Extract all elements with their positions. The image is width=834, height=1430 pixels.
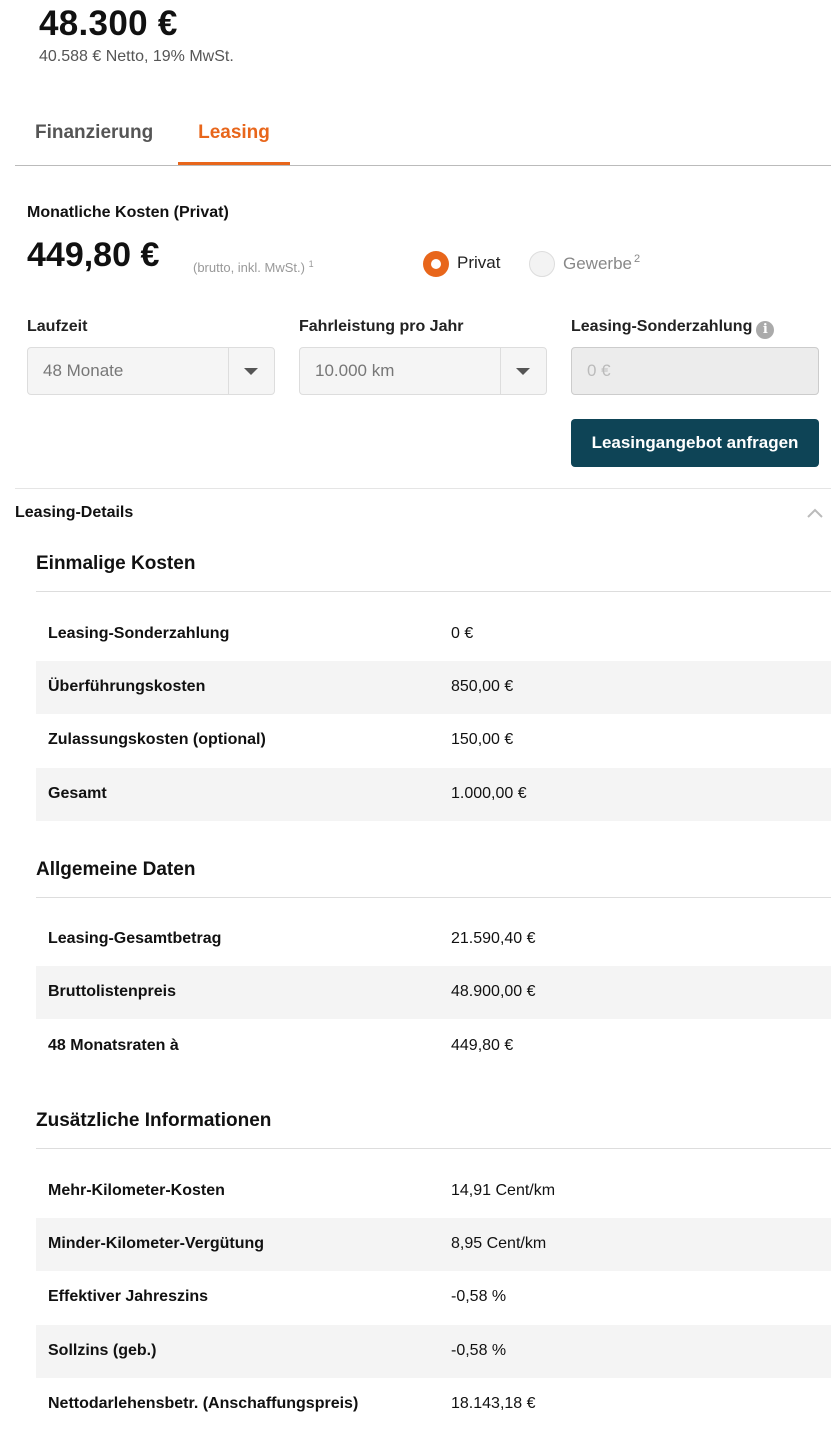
- row-label: Minder-Kilometer-Vergütung: [48, 1235, 265, 1252]
- radio-privat-label: Privat: [457, 253, 501, 272]
- caret-down-icon[interactable]: [244, 368, 258, 375]
- section-title-allgemeine-daten: Allgemeine Daten: [36, 859, 196, 880]
- radio-gewerbe-text: Gewerbe: [563, 254, 632, 273]
- sonderzahlung-label: [571, 318, 774, 339]
- fahrleistung-value: 10.000 km: [315, 361, 395, 380]
- price-main: 48.300 €: [39, 4, 178, 43]
- table-row: [36, 1020, 831, 1073]
- section-title-einmalige-kosten: Einmalige Kosten: [36, 553, 196, 574]
- select-divider: [500, 348, 501, 394]
- row-value: -0,58 %: [451, 1342, 507, 1359]
- row-label: Sollzins (geb.): [48, 1342, 157, 1359]
- row-value: 18.143,18 €: [451, 1395, 536, 1412]
- row-label: Nettodarlehensbetr. (Anschaffungspreis): [48, 1395, 359, 1412]
- radio-gewerbe-label: [563, 253, 640, 274]
- row-label: 48 Monatsraten à: [48, 1037, 179, 1054]
- row-value: 48.900,00 €: [451, 983, 536, 1000]
- table-row: [36, 1165, 831, 1218]
- row-value: -0,58 %: [451, 1288, 507, 1305]
- laufzeit-value: 48 Monate: [43, 361, 124, 380]
- info-icon[interactable]: i: [756, 321, 774, 339]
- section-divider: [36, 591, 831, 592]
- table-row: [36, 1271, 831, 1324]
- table-row: [36, 1378, 831, 1430]
- fahrleistung-label: Fahrleistung pro Jahr: [299, 318, 464, 335]
- monthly-price-note: [193, 259, 314, 275]
- row-value: 150,00 €: [451, 731, 514, 748]
- row-label: Gesamt: [48, 785, 107, 802]
- row-label: Leasing-Gesamtbetrag: [48, 930, 222, 947]
- caret-down-icon[interactable]: [516, 368, 530, 375]
- row-value: 0 €: [451, 625, 474, 642]
- leasing-request-button[interactable]: Leasingangebot anfragen: [571, 419, 819, 467]
- fahrleistung-select[interactable]: [299, 347, 547, 395]
- row-value: 8,95 Cent/km: [451, 1235, 547, 1252]
- row-value: 1.000,00 €: [451, 785, 527, 802]
- select-divider: [228, 348, 229, 394]
- table-row: [36, 966, 831, 1019]
- section-divider: [36, 897, 831, 898]
- table-row: [36, 608, 831, 661]
- tab-leasing[interactable]: Leasing: [178, 122, 290, 165]
- monthly-cost-label: Monatliche Kosten (Privat): [27, 204, 229, 221]
- laufzeit-select[interactable]: [27, 347, 275, 395]
- section-title-zusaetzliche-informationen: Zusätzliche Informationen: [36, 1110, 272, 1131]
- footnote-1: 1: [308, 259, 314, 269]
- row-value: 449,80 €: [451, 1037, 514, 1054]
- row-value: 21.590,40 €: [451, 930, 536, 947]
- table-row: [36, 1325, 831, 1378]
- leasing-details-title[interactable]: Leasing-Details: [15, 504, 134, 521]
- radio-unselected-indicator[interactable]: [529, 251, 555, 277]
- tab-finanzierung[interactable]: Finanzierung: [35, 122, 154, 143]
- tab-bar: [15, 112, 831, 166]
- footnote-2: 2: [633, 253, 641, 265]
- table-row: [36, 661, 831, 714]
- table-row: [36, 913, 831, 966]
- row-label: Leasing-Sonderzahlung: [48, 625, 230, 642]
- price-net: 40.588 € Netto, 19% MwSt.: [39, 48, 234, 65]
- radio-selected-indicator[interactable]: [423, 251, 449, 277]
- row-label: Mehr-Kilometer-Kosten: [48, 1182, 225, 1199]
- chevron-up-icon[interactable]: [806, 506, 824, 520]
- section-divider: [36, 1148, 831, 1149]
- table-row: [36, 714, 831, 767]
- row-value: 850,00 €: [451, 678, 514, 695]
- row-label: Überführungskosten: [48, 678, 206, 695]
- monthly-note-text: (brutto, inkl. MwSt.): [193, 260, 305, 275]
- row-label: Effektiver Jahreszins: [48, 1288, 209, 1305]
- table-row: [36, 1218, 831, 1271]
- sonderzahlung-input[interactable]: [571, 347, 819, 395]
- row-label: Bruttolistenpreis: [48, 983, 177, 1000]
- sonderzahlung-label-text: Leasing-Sonderzahlung: [571, 318, 753, 335]
- row-value: 14,91 Cent/km: [451, 1182, 556, 1199]
- table-row: [36, 768, 831, 821]
- row-label: Zulassungskosten (optional): [48, 731, 266, 748]
- laufzeit-label: Laufzeit: [27, 318, 88, 335]
- monthly-price: 449,80 €: [27, 236, 160, 274]
- divider: [15, 488, 831, 489]
